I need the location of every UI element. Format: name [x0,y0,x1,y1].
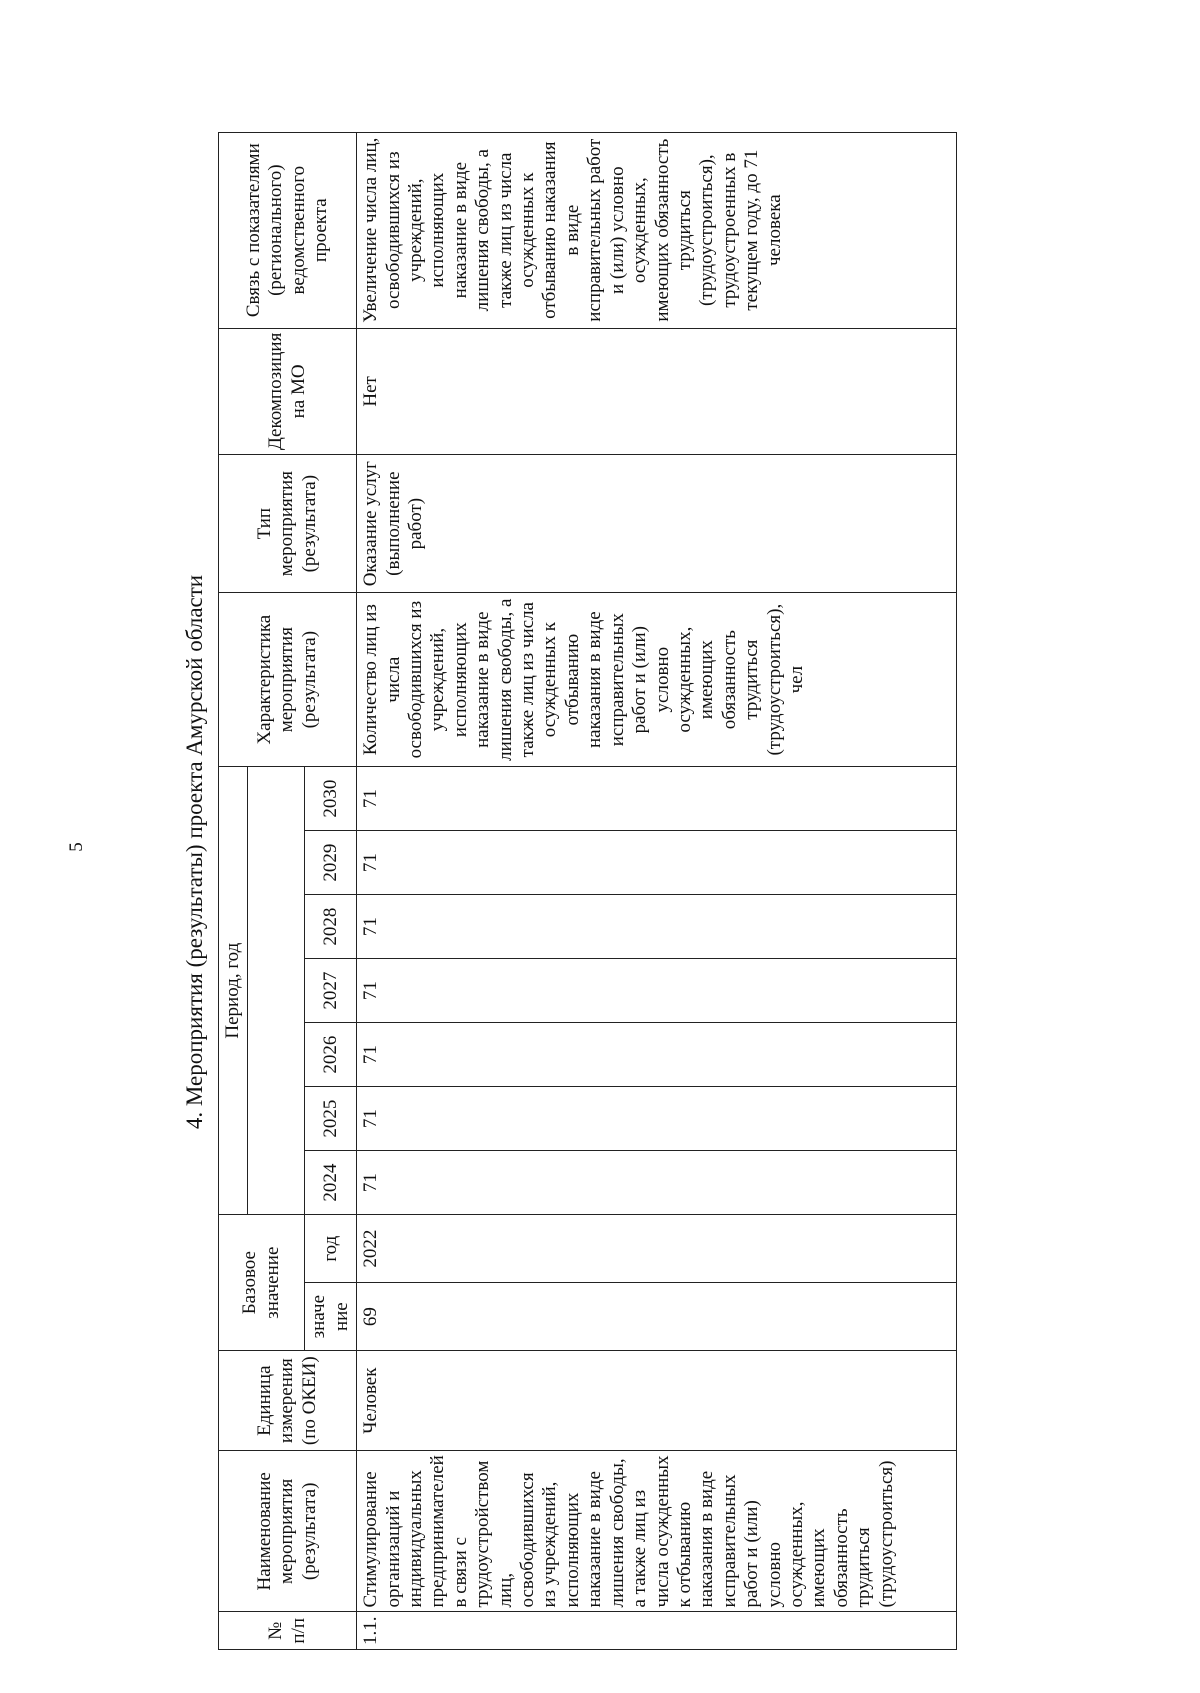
section-title: 4. Мероприятия (результаты) проекта Амурской области [182,574,207,1130]
header-characteristic: Характеристика мероприятия (результата) [219,593,357,767]
header-year: 2026 [305,1023,357,1087]
activities-table [218,132,957,1650]
cell-year-value: 71 [357,831,957,895]
header-period: Период, год [219,767,248,1215]
cell-year-value: 71 [357,895,957,959]
cell-num: 1.1. [357,1612,957,1650]
page-number: 5 [65,842,87,852]
header-link: Связь с показателями (регионального) ведомственного проекта [219,132,357,328]
header-name: Наименование мероприятия (результата) [219,1451,357,1612]
header-year: 2028 [305,895,357,959]
cell-characteristic: Количество лиц из числа освободившихся из учреждений, исполняющих наказание в виде лишения свободы, а также лиц из числа осужденных к отбыванию наказания в виде исправительных работ и (или) условно осужденных, имеющих обязанность трудиться (трудоустроиться), чел [357,593,957,767]
cell-year-value: 71 [357,1151,957,1215]
cell-year-value: 71 [357,1087,957,1151]
table-row [357,132,957,1649]
header-num: № п/п [219,1612,357,1650]
header-decomposition: Декомпозиция на МО [219,328,357,454]
cell-link: Увеличение числа лиц, освободившихся из учреждений, исполняющих наказание в виде лишения свободы, а также лиц из числа осужденных к отбыванию наказания в виде исправительных работ и (или) условно осужденных, имеющих обязанность трудиться (трудоустроиться), трудоустроенных в текущем году, до 71 человека [357,132,957,328]
header-unit: Единица измерения (по ОКЕИ) [219,1351,357,1451]
cell-decomposition: Нет [357,328,957,454]
cell-year-value: 71 [357,959,957,1023]
cell-base-year: 2022 [357,1215,957,1283]
header-base-year: год [305,1215,357,1283]
cell-type: Оказание услуг (выполнение работ) [357,455,957,593]
cell-unit: Человек [357,1351,957,1451]
header-year: 2025 [305,1087,357,1151]
header-type: Тип мероприятия (результата) [219,455,357,593]
cell-base-value: 69 [357,1283,957,1351]
cell-year-value: 71 [357,1023,957,1087]
cell-name: Стимулирование организаций и индивидуальных предпринимателей в связи с трудоустройством лиц, освободившихся из учреждений, исполняющих наказание в виде лишения свободы, а также лиц из числа осужденных к отбыванию наказания в виде исправительных работ и (или) условно осужденных, имеющих обязанность трудиться (трудоустроиться) [357,1451,957,1612]
header-year: 2024 [305,1151,357,1215]
header-period-spacer [248,767,305,1215]
header-year: 2029 [305,831,357,895]
header-year: 2030 [305,767,357,831]
header-base-value: значе ние [305,1283,357,1351]
header-base: Базовое значение [219,1215,305,1351]
header-row-1 [219,132,248,1649]
rotated-sheet [172,42,1072,1662]
header-year: 2027 [305,959,357,1023]
cell-year-value: 71 [357,767,957,831]
